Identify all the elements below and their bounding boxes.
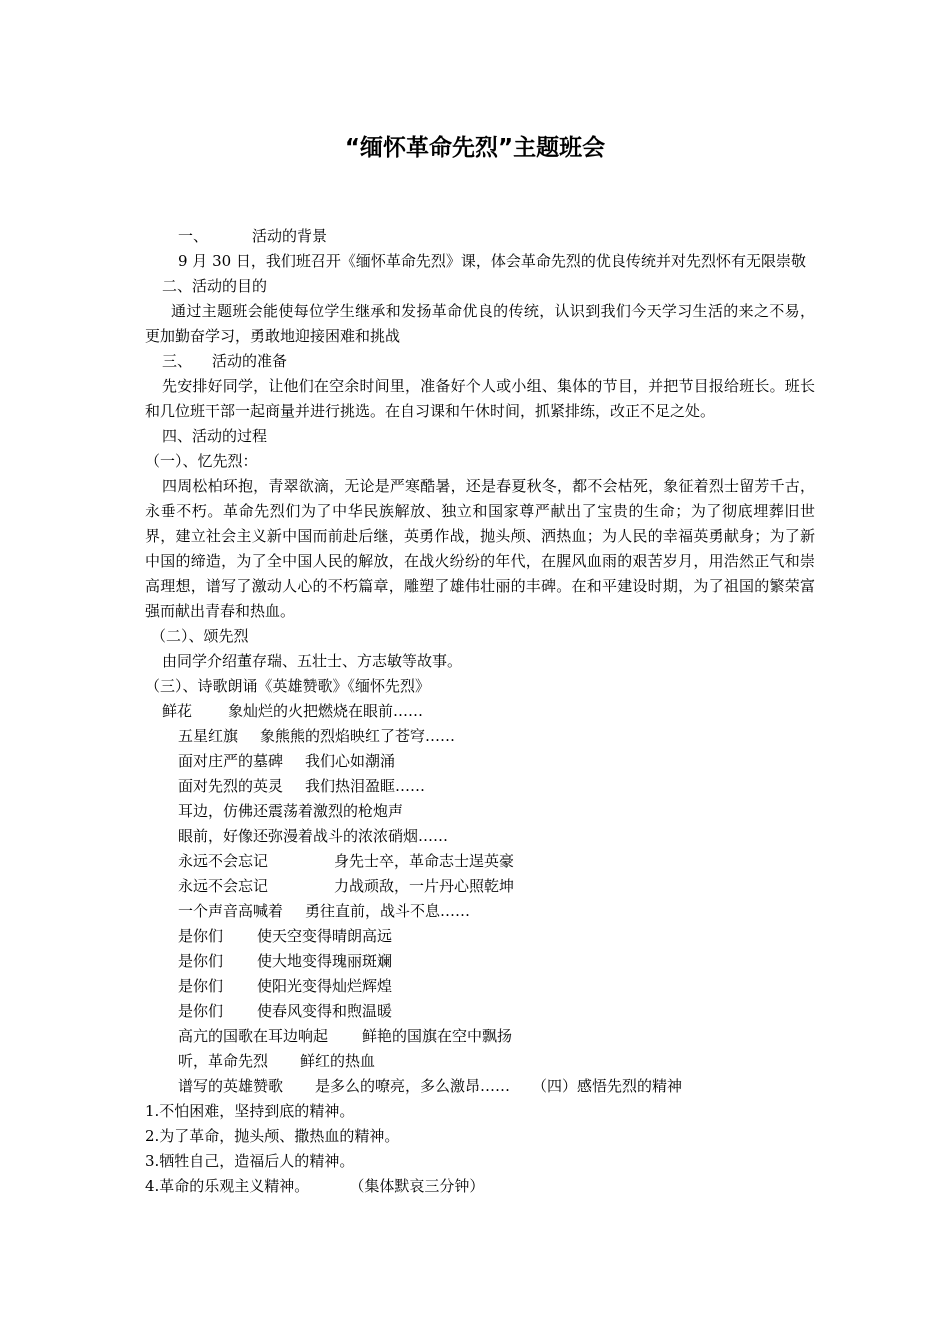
spirit-item: 3.牺牲自己，造福后人的精神。 (145, 1152, 355, 1170)
poem-line: 永远不会忘记 身先士卒，革命志士逞英豪 (178, 852, 515, 870)
poem-line: 是你们 使阳光变得灿烂辉煌 (178, 977, 393, 995)
silence-note: （集体默哀三分钟） (349, 1177, 485, 1195)
poem-line: 是你们 使大地变得瑰丽斑斓 (178, 952, 393, 970)
subsection-2-heading: （二）、颂先烈 (151, 627, 249, 645)
page-title: “缅怀革命先烈”主题班会 (344, 135, 606, 161)
poem-line: 谱写的英雄赞歌 是多么的嘹亮，多么激昂…… （四）感悟先烈的精神 (178, 1077, 683, 1095)
section-1-number: 一、 (178, 227, 209, 245)
document-body (145, 224, 815, 1199)
subsection-1-heading: （一）、忆先烈： (145, 452, 258, 470)
poem-line: 是你们 使天空变得晴朗高远 (178, 927, 393, 945)
poem-line: 是你们 使春风变得和煦温暖 (178, 1002, 393, 1020)
spirit-item: 4.革命的乐观主义精神。 （集体默哀三分钟） (145, 1177, 485, 1195)
poem-line: 耳边，仿佛还震荡着激烈的枪炮声 (178, 802, 404, 820)
section-1-title: 活动的背景 (252, 227, 328, 245)
poem-line: 鲜花 象灿烂的火把燃烧在眼前…… (162, 702, 424, 720)
subsection-4-heading: （四）感悟先烈的精神 (532, 1077, 683, 1095)
section-3-body: 先安排好同学，让他们在空余时间里，准备好个人或小组、集体的节目，并把节目报给班长。班长和几位班干部一起商量并进行挑选。在自习课和午休时间，抓紧排练，改正不足之处。 (145, 377, 815, 420)
section-2-body: 通过主题班会能使每位学生继承和发扬革命优良的传统，认识到我们今天学习生活的来之不易，更加勤奋学习，勇敢地迎接困难和挑战 (145, 302, 815, 345)
poem-line: 永远不会忘记 力战顽敌，一片丹心照乾坤 (178, 877, 515, 895)
section-1-body: 9 月 30 日，我们班召开《缅怀革命先烈》课，体会革命先烈的优良传统并对先烈怀有无限崇敬 (178, 252, 806, 270)
poem-line: 面对先烈的英灵 我们热泪盈眶…… (178, 777, 426, 795)
poem-line: 眼前，好像还弥漫着战斗的浓浓硝烟…… (178, 827, 449, 845)
poem-line: 五星红旗 象熊熊的烈焰映红了苍穹…… (178, 727, 456, 745)
spirit-item: 2.为了革命，抛头颅、撒热血的精神。 (145, 1127, 400, 1145)
section-3-number: 三、 (162, 352, 193, 370)
poem-line: 面对庄严的墓碑 我们心如潮涌 (178, 752, 396, 770)
section-3-heading (145, 349, 815, 374)
section-2-heading: 二、活动的目的 (162, 277, 268, 295)
poem-line: 高亢的国歌在耳边响起 鲜艳的国旗在空中飘扬 (178, 1027, 513, 1045)
section-1-heading (145, 224, 815, 249)
poem-line: 听，革命先烈 鲜红的热血 (178, 1052, 376, 1070)
spirit-item: 1.不怕困难，坚持到底的精神。 (145, 1102, 355, 1120)
subsection-1-body: 四周松柏环抱，青翠欲滴，无论是严寒酷暑，还是春夏秋冬，都不会枯死，象征着烈士留芳千古，永垂不朽。革命先烈们为了中华民族解放、独立和国家尊严献出了宝贵的生命；为了彻底埋葬旧世界，建立社会主义新中国而前赴后继，英勇作战，抛头颅、洒热血；为人民的幸福英勇献身；为了新中国的缔造，为了全中国人民的解放，在战火纷纷的年代，在腥风血雨的艰苦岁月，用浩然正气和崇高理想，谱写了激动人心的不朽篇章，雕塑了雄伟壮丽的丰碑。在和平建设时期，为了祖国的繁荣富强而献出青春和热血。 (145, 477, 815, 620)
section-3-title: 活动的准备 (212, 352, 288, 370)
section-4-heading: 四、活动的过程 (162, 427, 268, 445)
subsection-2-body: 由同学介绍董存瑞、五壮士、方志敏等故事。 (162, 652, 463, 670)
poem-line: 一个声音高喊着 勇往直前，战斗不息…… (178, 902, 471, 920)
subsection-3-heading: （三）、诗歌朗诵《英雄赞歌》《缅怀先烈》 (145, 677, 431, 695)
